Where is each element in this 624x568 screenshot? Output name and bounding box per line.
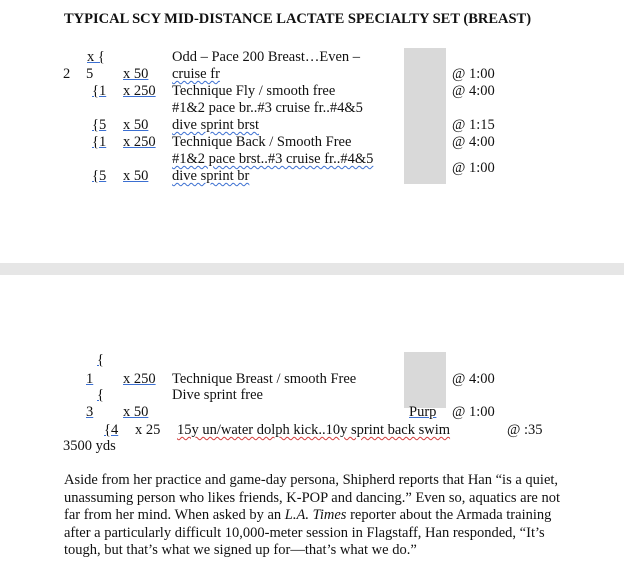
set-description: Technique Breast / smooth Free [172, 371, 357, 387]
send-off-time: @ 4:00 [452, 83, 495, 99]
set-number: 3 [86, 404, 94, 420]
distance: x 50 [123, 117, 149, 133]
distance: x 250 [123, 134, 156, 150]
paragraph-text: Aside from her practice and game-day persona, Shipherd reports that Han “is a quiet, unassuming person who likes friends, K-POP and dancing.” Even so, aquatics are not far from her mind. When asked by an [64, 472, 560, 523]
total-yardage: 3500 yds [63, 438, 116, 454]
reps-count: 5 [86, 66, 94, 82]
description-text: 15y un/water dolph kick..10y sprint back swim [177, 422, 451, 438]
set-description: Odd – Pace 200 Breast…Even – [172, 49, 361, 65]
set-description: cruise fr [172, 66, 220, 82]
brace-marker: {1 [92, 83, 107, 99]
distance: x 50 [123, 404, 149, 420]
set-description: #1&2 pace brst..#3 cruise fr..#4&5 [172, 151, 374, 167]
shaded-column [404, 352, 446, 408]
distance: x 25 [135, 422, 161, 438]
distance: x 250 [123, 371, 156, 387]
set-description: Technique Fly / smooth free [172, 83, 336, 99]
set-number: 1 [86, 371, 94, 387]
set-marker: x { [87, 49, 105, 65]
page-break [0, 263, 624, 275]
send-off-time: @ :35 [507, 422, 543, 438]
page-title: TYPICAL SCY MID-DISTANCE LACTATE SPECIALTY SET (BREAST) [64, 11, 532, 27]
send-off-time: @ 1:00 [452, 160, 495, 176]
purple-label: Purp [409, 404, 437, 420]
brace-marker: { [97, 387, 104, 403]
set-description: dive sprint brst [172, 117, 259, 133]
set-description: Technique Back / Smooth Free [172, 134, 352, 150]
send-off-time: @ 4:00 [452, 134, 495, 150]
set-description [177, 422, 450, 439]
article-paragraph [64, 472, 564, 560]
distance: x 50 [123, 168, 149, 184]
set-description: #1&2 pace br..#3 cruise fr..#4&5 [172, 100, 363, 116]
distance: x 250 [123, 83, 156, 99]
send-off-time: @ 1:15 [452, 117, 495, 133]
brace-marker: { [97, 352, 104, 368]
send-off-time: @ 4:00 [452, 371, 495, 387]
send-off-time: @ 1:00 [452, 404, 495, 420]
shaded-column [404, 48, 446, 184]
set-description: dive sprint br [172, 168, 250, 184]
publication-name: L.A. Times [284, 507, 347, 523]
paragraph-text: reporter about the Armada training after a particularly difficult 10,000-meter session in Flagstaff, Han responded, “It’s tough, but that’s what we signed up for—that’s what we do.” [64, 507, 552, 558]
distance: x 50 [123, 66, 149, 82]
brace-marker: {1 [92, 134, 107, 150]
send-off-time: @ 1:00 [452, 66, 495, 82]
brace-marker: {4 [104, 422, 119, 438]
brace-marker: {5 [92, 168, 107, 184]
brace-marker: {5 [92, 117, 107, 133]
rounds-count: 2 [63, 66, 71, 82]
set-description: Dive sprint free [172, 387, 263, 403]
